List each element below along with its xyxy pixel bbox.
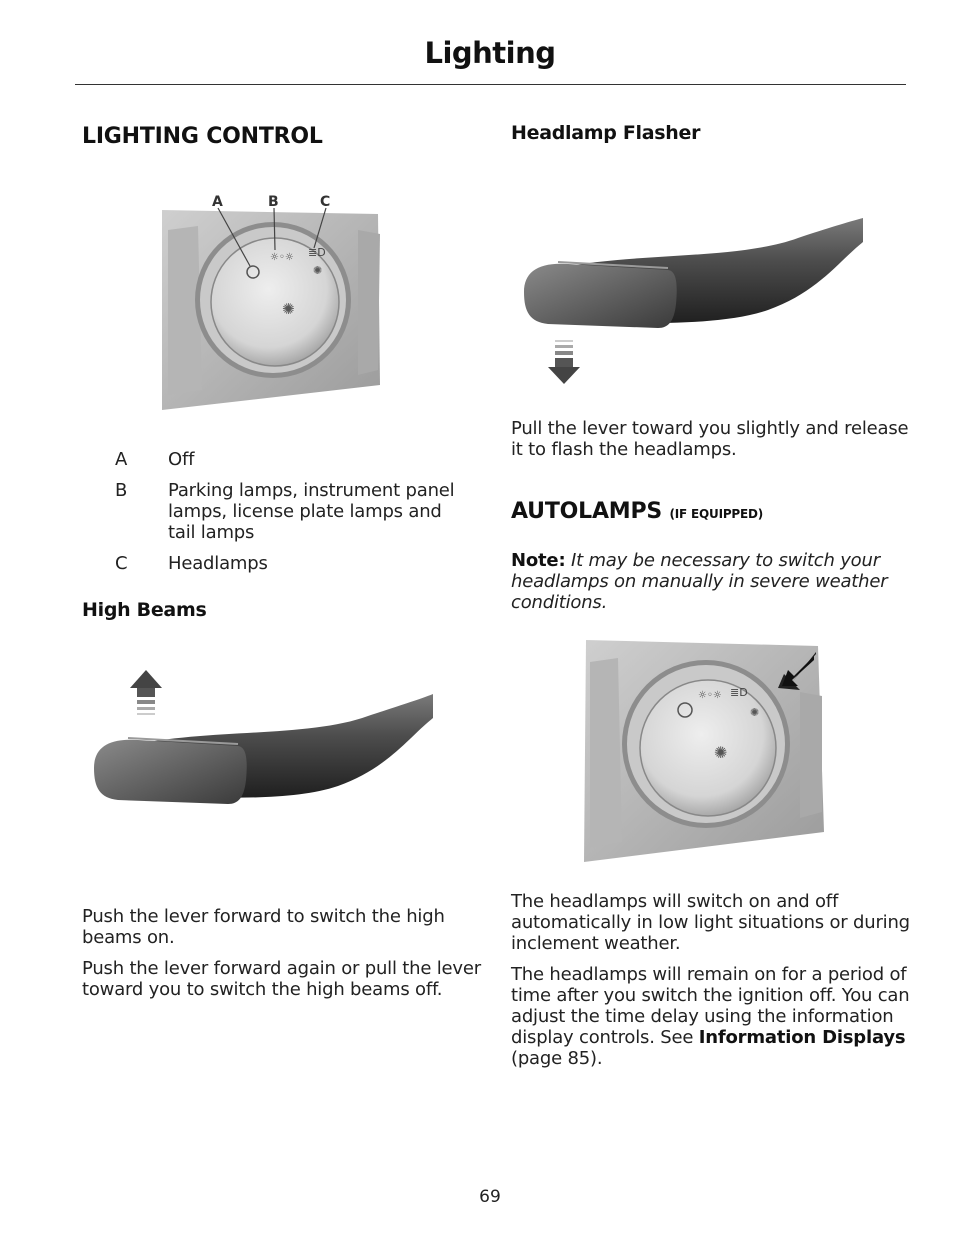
autolamp-icon: ✺ xyxy=(714,743,728,762)
autolamp-icon: ✺ xyxy=(282,300,295,318)
legend-value: Off xyxy=(168,449,195,470)
legend-value: Parking lamps, instrument panel lamps, license plate lamps and tail lamps xyxy=(168,480,455,543)
autolamps-heading xyxy=(511,499,763,524)
high-beams-figure xyxy=(88,668,438,832)
parking-lamp-icon: ☼◦☼ xyxy=(270,252,294,263)
legend-row-a xyxy=(82,449,482,470)
headlamp-switch-illustration xyxy=(158,190,388,415)
note-label: Note: xyxy=(511,550,566,571)
high-beams-para-2: Push the lever forward again or pull the lever toward you to switch the high beams off. xyxy=(82,958,481,1000)
callout-c: C xyxy=(320,194,331,210)
legend-row-c xyxy=(82,553,482,574)
autolamps-heading-text: AUTOLAMPS xyxy=(511,499,663,524)
lighting-control-heading: LIGHTING CONTROL xyxy=(82,124,323,149)
headlamp-icon: ≣D xyxy=(730,686,748,699)
note-text: It may be necessary to switch your headlamps on manually in severe weather conditions. xyxy=(511,550,888,613)
autolamp-switch-illustration xyxy=(578,632,828,864)
headlamp-flasher-figure xyxy=(518,212,868,394)
autolamps-para-2 xyxy=(511,964,911,1069)
autolamps-qualifier: (IF EQUIPPED) xyxy=(669,507,764,521)
callout-a: A xyxy=(212,194,223,210)
arrow-up-icon xyxy=(130,670,162,715)
headlamp-flasher-heading: Headlamp Flasher xyxy=(511,122,701,144)
high-beams-heading: High Beams xyxy=(82,599,207,621)
legend-key: C xyxy=(115,553,128,574)
page-number: 69 xyxy=(479,1187,501,1207)
panel-dimmer-icon: ✺ xyxy=(313,264,323,277)
headlamp-icon: ≣D xyxy=(308,246,326,259)
panel-dimmer-icon: ✺ xyxy=(750,706,760,719)
high-beams-para-1: Push the lever forward to switch the high beams on. xyxy=(82,906,445,948)
legend-key: A xyxy=(115,449,128,470)
high-beam-lever-illustration xyxy=(88,668,438,828)
information-displays-link[interactable]: Information Displays xyxy=(698,1027,906,1048)
flasher-lever-illustration xyxy=(518,212,868,390)
lighting-control-figure xyxy=(158,190,388,419)
callout-b: B xyxy=(268,194,279,210)
title-divider xyxy=(75,84,906,85)
legend-row-b xyxy=(82,480,482,543)
headlamp-flasher-para: Pull the lever toward you slightly and release it to flash the headlamps. xyxy=(511,418,909,460)
page-title: Lighting xyxy=(424,36,556,70)
autolamps-para-1: The headlamps will switch on and off automatically in low light situations or during inclement weather. xyxy=(511,891,910,954)
page-reference: (page 85). xyxy=(511,1048,603,1069)
arrow-down-icon xyxy=(548,340,580,384)
autolamps-figure xyxy=(578,632,828,868)
lighting-control-legend xyxy=(82,449,482,584)
autolamps-note xyxy=(511,550,911,613)
legend-value: Headlamps xyxy=(168,553,268,574)
legend-key: B xyxy=(115,480,128,501)
autolamps-para-2-text: The headlamps will remain on for a period of time after you switch the ignition off. You can adjust the time delay using the information display controls. See xyxy=(511,964,910,1048)
parking-lamp-icon: ☼◦☼ xyxy=(698,690,722,701)
